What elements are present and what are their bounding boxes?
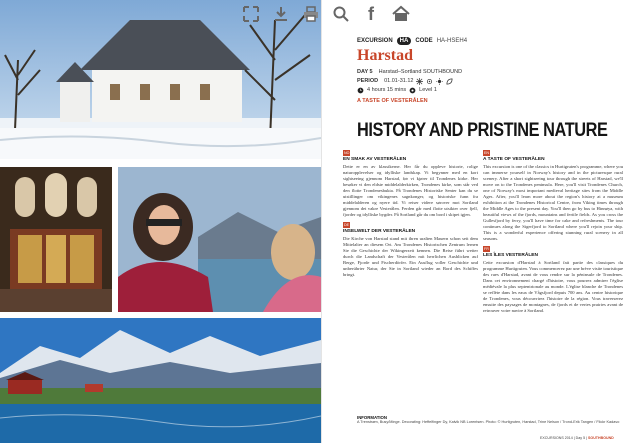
headline: HISTORY AND PRISTINE NATURE xyxy=(357,120,608,141)
leaf-icon xyxy=(446,78,453,85)
lang-tag-fr: FR xyxy=(484,247,489,251)
information-text: A Trenstrøm, Busy/Minge. Decorating: Heffelfinger Dy, Kalvik NB Lorentsen. Photo: © Hurtigruten, Harstad, Trine Nelson / Trond-Erik Tangen / Flickr Kadavo xyxy=(357,420,620,424)
lang-tag-no: NO xyxy=(344,151,350,155)
facebook-icon[interactable] xyxy=(356,2,386,26)
section-en-body: This excursion is one of the classics in Hurtigruten's programme, where you can immerse yourself in Norway's history and in the picturesque rural scenery. After a short sightseeing tour through the streets of Harstad, we'll move on to the Trondenes peninsula. Here, you'll visit Trondenes Church, one of Norway's most important medieval heritage sites from the Middle Ages. After, you'll learn more about the region's history at a museum exhibition at the Trondenes Historical Centre, from Viking times through the Middle Ages to the present day. You'll then go by bus to Hinnøya, with beautiful views of the fjords, mountains and fertile fields. As you cross the Gullesfjord by ferry, you'll have time for cake and refreshments. The tour continues along the Sigerfjord to Sortland where you'll rejoin your ship. This is a wonderful experience offering stunning rural scenery in all seasons. xyxy=(483,164,623,241)
period-value: 01.01-31.12 xyxy=(384,78,414,84)
flower-icon xyxy=(426,78,433,85)
photo-coastal-farm-mountains xyxy=(0,318,321,443)
information-footer xyxy=(357,415,627,425)
excursion-header xyxy=(357,37,467,45)
home-icon[interactable] xyxy=(386,2,416,26)
expand-icon[interactable] xyxy=(236,2,266,26)
level-value: Level 1 xyxy=(419,87,437,93)
section-fr xyxy=(483,246,623,314)
search-icon[interactable] xyxy=(326,2,356,26)
viewer-toolbar xyxy=(236,2,416,26)
code-value: HA-HSEH4 xyxy=(436,38,468,44)
folio-accent: SOUTHBOUND xyxy=(588,436,614,440)
excursion-label: EXCURSION xyxy=(357,38,393,44)
section-en xyxy=(483,150,623,242)
text-column-right xyxy=(483,150,623,412)
taste-tag: A TASTE OF VESTERÅLEN xyxy=(357,98,428,104)
facebook-glyph: f xyxy=(368,3,374,24)
excursion-badge: HA xyxy=(397,37,412,45)
sun-icon xyxy=(436,78,443,85)
section-fr-title: LES ÎLES VESTERÅLEN xyxy=(483,253,538,258)
information-label: INFORMATION xyxy=(357,415,387,420)
excursion-meta xyxy=(357,68,462,95)
place-title: Harstad xyxy=(357,47,413,64)
period-label: PERIOD xyxy=(357,78,379,84)
lang-tag-en: EN xyxy=(484,151,489,155)
section-fr-body: Cette excursion d'Harstad à Sortland fait partie des classiques du programme Hurtigruten. Vous commencerez par une brève visite touristique des rues d'Harstad, avant de vous rendre sur la péninsule de Trondenes. Dans cet environnement chargé d'histoire, vous pourrez admirer l'église médiévale la plus septentrionale au monde. L'église blanche de Trondenes se reflète dans les eaux de Vågsfjord depuis 700 ans. Au centre historique de Trondenes, vous découvrirez l'histoire de la région. Vous traverserez ensuite des paysages de montagnes, de fjords et de vertes prairies avant de retrouver votre navire à Sortland. xyxy=(483,260,623,313)
page-fold xyxy=(321,0,322,443)
section-no xyxy=(343,150,478,218)
photo-woman-fjord xyxy=(118,167,321,312)
section-en-title: A TASTE OF VESTERÅLEN xyxy=(483,157,545,162)
level-icon xyxy=(409,87,416,94)
section-no-title: EN SMAK AV VESTERÅLEN xyxy=(343,157,407,162)
section-de-title: INSELWELT DER VESTERÅLEN xyxy=(343,229,416,234)
section-de xyxy=(343,222,478,278)
day-label: DAY 5 xyxy=(357,69,373,75)
day-value: Harstad–Sortland SOUTHBOUND xyxy=(378,69,463,75)
clock-icon xyxy=(357,87,364,94)
photo-church-interior xyxy=(0,167,112,312)
page-folio xyxy=(540,436,614,440)
duration-value: 4 hours 15 mins xyxy=(367,87,407,93)
lang-tag-de: DE xyxy=(344,223,349,227)
code-label: CODE xyxy=(415,38,433,44)
download-icon[interactable] xyxy=(266,2,296,26)
section-no-body: Dette er en av klassikerne. Her får du oppleve historie, rolige naturopplevelser og idylliske landskap. Vi begynner med en kort sightseeing gjennom Harstad, før vi kjører til Trondenes kirke. Her besøker vi den eldste middelalderkirken, Trondenes kirke, som står ved den flotte Trondenesbukta. På Trondenes Historiske Senter kan du se utstillinger om vikingenes sagnkonger, og historiske funn fra middelalderen og nyere tid. Vi reiser videre sørover mot Sortland gjennom det vakre Vesterålen. Ferden går med flotte utsikter over fjell, fjorder og idylliske bygder. På Sortland går du om bord i skipet igjen. xyxy=(343,164,478,217)
text-column-left xyxy=(343,150,478,412)
section-de-body: Die Kirche von Harstad stand mit ihren uralten Mauern schon seit dem Mittelalter an diesem Ort. Am Trondenes Historischen Zentrum lernen Sie die Geschichte der Wikingerzeit kennen. Die Reise führt weiter durch die Landschaft der Vesterålen mit herrlichen Ausblicken auf Berge, Fjorde und Fischerdörfer. Ein Ausflug voller Geschichte und unberührter Natur, der Sie in Sortland wieder an Bord des Schiffes bringt. xyxy=(343,236,478,277)
snowflake-icon xyxy=(416,78,423,85)
folio-text: EXCURSIONS 2014 | Day 5 | xyxy=(540,436,589,440)
